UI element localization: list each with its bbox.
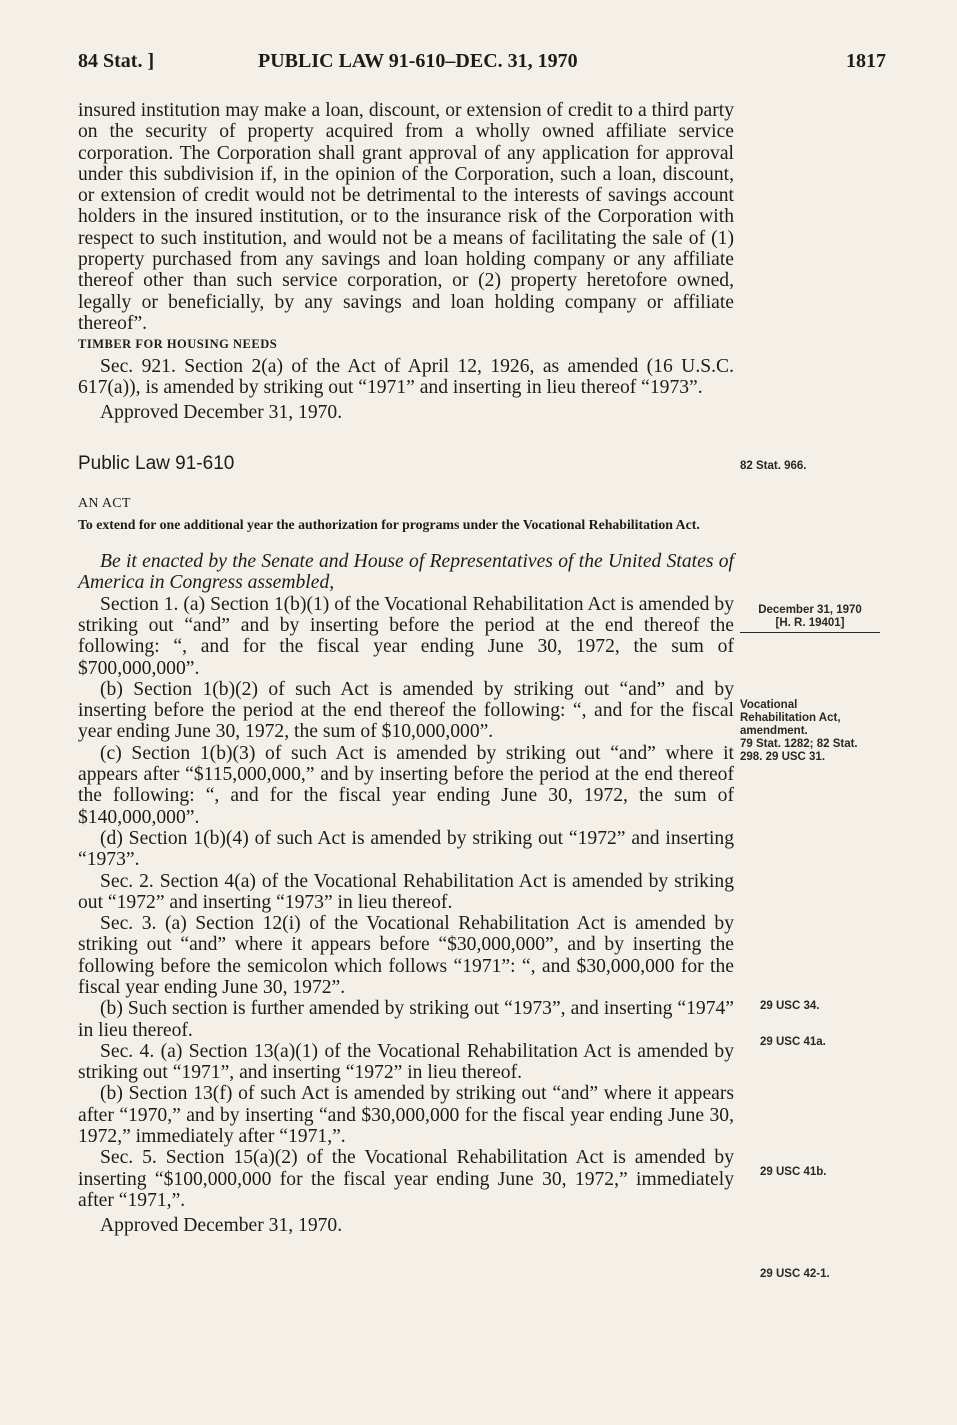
approval-line-final: Approved December 31, 1970. bbox=[100, 1215, 343, 1237]
public-law-title: Public Law 91-610 bbox=[78, 453, 235, 475]
page-header bbox=[78, 50, 886, 84]
approval-line: Approved December 31, 1970. bbox=[100, 402, 343, 424]
margin-note-stat966: 82 Stat. 966. bbox=[740, 460, 807, 472]
section-3b: (b) Such section is further amended by striking out “1973”, and inserting “1974” in lieu thereof. bbox=[78, 998, 734, 1041]
section-1a: Section 1. (a) Section 1(b)(1) of the Vocational Rehabilitation Act is amended by striking out “and” and by inserting before the period at the end thereof the following: “, and for the fiscal year ending June 30, 1972, the sum of $700,000,000”. bbox=[78, 593, 734, 679]
section-2: Sec. 2. Section 4(a) of the Vocational Rehabilitation Act is amended by striking out “1972” and inserting “1973” in lieu thereof. bbox=[78, 870, 734, 913]
enactment-date: December 31, 1970 bbox=[758, 604, 862, 616]
section-1c: (c) Section 1(b)(3) of such Act is amended by striking out “and” where it appears after “$115,000,000,” and by inserting before the period at the end thereof the following: “, and for the fiscal year ending June 30, 1972, the sum of $140,000,000”. bbox=[78, 742, 734, 828]
statute-volume: 84 Stat. ] bbox=[78, 50, 155, 72]
margin-note-usc34: 29 USC 34. bbox=[760, 1000, 820, 1012]
section-5: Sec. 5. Section 15(a)(2) of the Vocational Rehabilitation Act is amended by inserting “$100,000,000 for the fiscal year ending June 30, 1972,” immediately after “1971,”. bbox=[78, 1147, 734, 1211]
margin-note-usc41a: 29 USC 41a. bbox=[760, 1036, 826, 1048]
section-4a: Sec. 4. (a) Section 13(a)(1) of the Vocational Rehabilitation Act is amended by striking out “1971”, and inserting “1972” in lieu thereof. bbox=[78, 1040, 734, 1084]
section-heading: TIMBER FOR HOUSING NEEDS bbox=[78, 337, 278, 352]
margin-note-enactment bbox=[740, 604, 880, 633]
act-purpose: To extend for one additional year the authorization for programs under the Vocational Rehabilitation Act. bbox=[78, 517, 700, 533]
section-921: Sec. 921. Section 2(a) of the Act of April 12, 1926, as amended (16 U.S.C. 617(a)), is amended by striking out “1971” and inserting in lieu thereof “1973”. bbox=[78, 355, 734, 398]
running-title: PUBLIC LAW 91-610–DEC. 31, 1970 bbox=[258, 50, 578, 72]
margin-note-voc-rehab bbox=[740, 699, 860, 764]
margin-note-usc41b: 29 USC 41b. bbox=[760, 1166, 827, 1178]
page-number: 1817 bbox=[846, 50, 886, 72]
enacting-clause: Be it enacted by the Senate and House of Representatives of the United States of America in Congress assembled, bbox=[78, 551, 734, 594]
main-text bbox=[78, 100, 734, 1237]
voc-rehab-citations: 79 Stat. 1282; 82 Stat. 298. 29 USC 31. bbox=[740, 738, 858, 763]
voc-rehab-title: Vocational Rehabilitation Act, amendment. bbox=[740, 699, 841, 737]
margin-note-usc42: 29 USC 42-1. bbox=[760, 1268, 830, 1280]
section-1d: (d) Section 1(b)(4) of such Act is amended by striking out “1972” and inserting “1973”. bbox=[78, 827, 734, 871]
continued-paragraph: insured institution may make a loan, discount, or extension of credit to a third party on the security of property acquired from a wholly owned affiliate service corporation. The Corporation shall grant approval of any application for approval under this subdivision if, in the opinion of the Corporation, such a loan, discount, or extension of credit would not be detrimental to the interests of savings account holders in the insured institution, or to the insurance risk of the Corporation with respect to such institution, and would not be a means of facilitating the sale of (1) property purchased from any savings and loan holding company or any affiliate thereof other than such service corporation, or (2) property heretofore owned, legally or beneficially, by any savings and loan holding company or affiliate thereof”. bbox=[78, 100, 734, 334]
section-4b: (b) Section 13(f) of such Act is amended by striking out “and” where it appears after “1970,” and by inserting “and $30,000,000 for the fiscal year ending June 30, 1972,” immediately after “1971,”. bbox=[78, 1083, 734, 1148]
bill-number: [H. R. 19401] bbox=[740, 617, 880, 633]
section-1b: (b) Section 1(b)(2) of such Act is amended by striking out “and” and by inserting before the period at the end thereof the following: “, and for the fiscal year ending June 30, 1972, the sum of $10,000,000”. bbox=[78, 678, 734, 743]
an-act-heading: AN ACT bbox=[78, 495, 131, 511]
section-3a: Sec. 3. (a) Section 12(i) of the Vocational Rehabilitation Act is amended by striking out “and” where it appears before “$30,000,000”, and by inserting the following before the semicolon which follows “1971”: “, and $30,000,000 for the fiscal year ending June 30, 1972”. bbox=[78, 913, 734, 998]
